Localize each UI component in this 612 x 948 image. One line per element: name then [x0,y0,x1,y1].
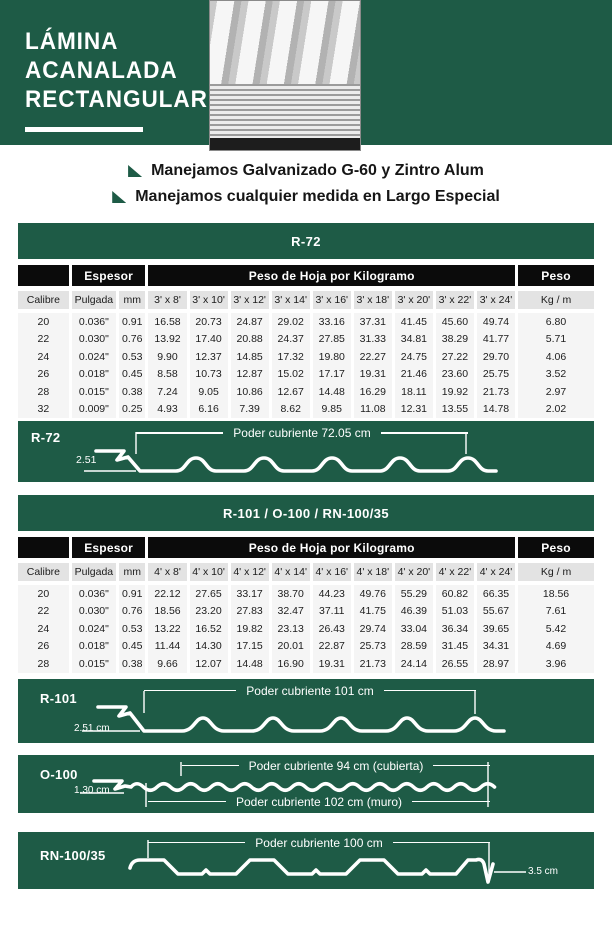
cell: 0.76 [119,603,145,621]
cell: 32.47 [272,603,310,621]
group-header-blank [18,537,69,563]
cell: 24.75 [395,348,433,366]
profile-label-o100: O-100 [40,766,78,782]
cell: 27.22 [436,348,474,366]
profile-drawing-r72 [18,421,594,482]
bullet-row-1 [0,158,612,184]
cell: 45.60 [436,313,474,331]
table-row [18,638,594,656]
group-header-peso: Peso [518,265,594,291]
triangle-bullet-icon [128,165,142,177]
cell: 3.96 [518,655,594,673]
cell: 60.82 [436,585,474,603]
profile-diagram-r101 [18,679,594,743]
cell: 9.90 [148,348,186,366]
column-header: Calibre [18,291,69,313]
cell: 29.02 [272,313,310,331]
bullet-row-2 [0,184,612,210]
cell: 16.29 [354,383,392,401]
cell: 41.77 [477,331,515,349]
cell: 0.25 [119,401,145,419]
cell: 29.74 [354,620,392,638]
column-header: 4' x 20' [395,563,433,585]
profile-drawing-r101 [18,679,594,743]
column-header: 4' x 16' [313,563,351,585]
table-row [18,655,594,673]
cell: 26.55 [436,655,474,673]
cell: 36.34 [436,620,474,638]
column-header: 4' x 22' [436,563,474,585]
cell: 25.73 [354,638,392,656]
column-header: Pulgada [72,563,116,585]
table-title-r72: R-72 [18,223,594,259]
cell: 31.33 [354,331,392,349]
cell: 32 [18,401,69,419]
cell: 23.60 [436,366,474,384]
cell: 0.036" [72,313,116,331]
cell: 34.31 [477,638,515,656]
cell: 6.80 [518,313,594,331]
column-header: 3' x 14' [272,291,310,313]
table-row [18,366,594,384]
cell: 21.73 [354,655,392,673]
cell: 17.15 [231,638,269,656]
cell: 0.45 [119,638,145,656]
profile-diagram-rn100-35 [18,832,594,889]
coverage-text-rn100-35: Poder cubriente 100 cm [255,835,383,850]
cell: 2.97 [518,383,594,401]
profile-diagram-o100 [18,755,594,813]
cell: 22.27 [354,348,392,366]
cell: 34.81 [395,331,433,349]
content-area [0,223,612,889]
cell: 16.58 [148,313,186,331]
cell: 9.85 [313,401,351,419]
cell: 8.58 [148,366,186,384]
column-header: 4' x 18' [354,563,392,585]
cell: 28 [18,383,69,401]
cell: 0.030" [72,331,116,349]
cell: 7.24 [148,383,186,401]
cell: 27.83 [231,603,269,621]
column-header: 3' x 12' [231,291,269,313]
cell: 26 [18,638,69,656]
photo-sheet-stack [210,84,360,138]
cell: 11.44 [148,638,186,656]
group-header-espesor: Espesor [72,537,146,563]
cell: 5.42 [518,620,594,638]
title-line-3: RECTANGULAR [25,86,208,113]
coverage-text-r101: Poder cubriente 101 cm [246,683,374,698]
cell: 10.86 [231,383,269,401]
table-row [18,383,594,401]
column-header: 4' x 8' [148,563,186,585]
table-body-r101 [18,585,594,673]
cell: 22.12 [148,585,186,603]
cell: 19.31 [313,655,351,673]
table-row [18,313,594,331]
cell: 0.036" [72,585,116,603]
cell: 0.53 [119,348,145,366]
cell: 14.48 [231,655,269,673]
cell: 20.01 [272,638,310,656]
table-row [18,585,594,603]
cell: 0.018" [72,366,116,384]
cell: 0.38 [119,655,145,673]
cell: 29.70 [477,348,515,366]
column-header: mm [119,563,145,585]
column-header: 3' x 24' [477,291,515,313]
cell: 12.67 [272,383,310,401]
cell: 0.38 [119,383,145,401]
group-header-espesor: Espesor [72,265,146,291]
cell: 19.31 [354,366,392,384]
cell: 37.31 [354,313,392,331]
intro-bullets [0,158,612,210]
cell: 0.015" [72,655,116,673]
cell: 4.93 [148,401,186,419]
page-title [25,27,208,114]
cell: 5.71 [518,331,594,349]
cell: 0.91 [119,313,145,331]
cell: 15.02 [272,366,310,384]
cell: 9.66 [148,655,186,673]
cell: 4.69 [518,638,594,656]
table-row [18,348,594,366]
column-header: 4' x 12' [231,563,269,585]
cell: 31.45 [436,638,474,656]
title-block [0,0,209,132]
cell: 27.65 [190,585,228,603]
cell: 6.16 [190,401,228,419]
weights-table-r72 [15,265,597,418]
group-header-peso: Peso [518,537,594,563]
column-header: 3' x 16' [313,291,351,313]
cell: 4.06 [518,348,594,366]
cell: 55.29 [395,585,433,603]
spec-table-r72 [18,223,594,418]
cell: 28.59 [395,638,433,656]
cell: 23.20 [190,603,228,621]
cell: 0.53 [119,620,145,638]
cell: 16.52 [190,620,228,638]
cell: 24.37 [272,331,310,349]
cell: 25.75 [477,366,515,384]
table-title-r101: R-101 / O-100 / RN-100/35 [18,495,594,531]
column-header-row [18,563,594,585]
height-label-o100: 1.30 cm [74,784,110,796]
height-label-r101: 2.51 cm [74,722,110,734]
column-header: 3' x 22' [436,291,474,313]
cell: 7.61 [518,603,594,621]
cell: 0.030" [72,603,116,621]
cell: 21.73 [477,383,515,401]
table-row [18,331,594,349]
height-label-rn100-35: 3.5 cm [528,865,559,877]
column-header: mm [119,291,145,313]
cell: 37.11 [313,603,351,621]
cell: 0.45 [119,366,145,384]
cell: 13.55 [436,401,474,419]
photo-shadow [210,138,360,150]
profile-label-rn100-35: RN-100/35 [40,847,106,863]
table-row [18,401,594,419]
cell: 12.07 [190,655,228,673]
cell: 41.45 [395,313,433,331]
cell: 19.92 [436,383,474,401]
cell: 12.31 [395,401,433,419]
profile-drawing-o100 [18,755,594,813]
table-row [18,620,594,638]
column-header-row [18,291,594,313]
cell: 12.37 [190,348,228,366]
column-header: 3' x 18' [354,291,392,313]
cell: 24 [18,348,69,366]
cell: 20.73 [190,313,228,331]
column-header: 3' x 10' [190,291,228,313]
cell: 13.92 [148,331,186,349]
cell: 22.87 [313,638,351,656]
cell: 49.76 [354,585,392,603]
column-header: 3' x 20' [395,291,433,313]
coverage-text-o100-muro: Poder cubriente 102 cm (muro) [235,794,403,809]
photo-sheet-ridges [210,1,360,84]
cell: 20 [18,313,69,331]
cell: 24.14 [395,655,433,673]
coverage-text-r72: Poder cubriente 72.05 cm [233,426,371,440]
cell: 0.009" [72,401,116,419]
cell: 11.08 [354,401,392,419]
cell: 0.76 [119,331,145,349]
column-header: 4' x 14' [272,563,310,585]
cell: 46.39 [395,603,433,621]
cell: 26.43 [313,620,351,638]
bullet-text-1: Manejamos Galvanizado G-60 y Zintro Alum [151,162,484,179]
cell: 14.48 [313,383,351,401]
header-banner [0,0,612,145]
cell: 28 [18,655,69,673]
cell: 41.75 [354,603,392,621]
table-body-r72 [18,313,594,418]
cell: 17.40 [190,331,228,349]
cell: 16.90 [272,655,310,673]
cell: 66.35 [477,585,515,603]
cell: 18.11 [395,383,433,401]
cell: 17.17 [313,366,351,384]
cell: 22 [18,603,69,621]
cell: 3.52 [518,366,594,384]
cell: 17.32 [272,348,310,366]
column-header: 3' x 8' [148,291,186,313]
cell: 21.46 [395,366,433,384]
cell: 14.85 [231,348,269,366]
spec-table-r101 [18,495,594,673]
cell: 9.05 [190,383,228,401]
cell: 19.80 [313,348,351,366]
group-header-blank [18,265,69,291]
product-photo [209,0,361,151]
cell: 0.018" [72,638,116,656]
cell: 33.04 [395,620,433,638]
cell: 12.87 [231,366,269,384]
cell: 20.88 [231,331,269,349]
group-header-peso-hoja: Peso de Hoja por Kilogramo [148,537,515,563]
coverage-text-o100-cubierta: Poder cubriente 94 cm (cubierta) [248,758,424,773]
cell: 44.23 [313,585,351,603]
cell: 18.56 [148,603,186,621]
column-header: Pulgada [72,291,116,313]
cell: 23.13 [272,620,310,638]
cell: 7.39 [231,401,269,419]
title-underline [25,127,143,132]
column-header: Kg / m [518,563,594,585]
cell: 24.87 [231,313,269,331]
group-header-peso-hoja: Peso de Hoja por Kilogramo [148,265,515,291]
cell: 26 [18,366,69,384]
cell: 18.56 [518,585,594,603]
group-header-row [18,265,594,291]
cell: 0.91 [119,585,145,603]
profile-label-r72: R-72 [31,430,61,445]
cell: 39.65 [477,620,515,638]
column-header: Kg / m [518,291,594,313]
cell: 0.024" [72,620,116,638]
cell: 49.74 [477,313,515,331]
profile-drawing-rn100-35 [18,832,594,889]
column-header: 4' x 24' [477,563,515,585]
bullet-text-2: Manejamos cualquier medida en Largo Especial [135,188,500,205]
cell: 27.85 [313,331,351,349]
height-label-r72: 2.51 [76,454,97,466]
cell: 51.03 [436,603,474,621]
weights-table-r101 [15,537,597,673]
cell: 0.015" [72,383,116,401]
cell: 10.73 [190,366,228,384]
cell: 19.82 [231,620,269,638]
title-line-2: ACANALADA [25,57,178,84]
cell: 38.70 [272,585,310,603]
cell: 0.024" [72,348,116,366]
profile-label-r101: R-101 [40,690,77,706]
column-header: 4' x 10' [190,563,228,585]
column-header: Calibre [18,563,69,585]
cell: 14.30 [190,638,228,656]
cell: 28.97 [477,655,515,673]
cell: 8.62 [272,401,310,419]
cell: 33.17 [231,585,269,603]
cell: 13.22 [148,620,186,638]
table-row [18,603,594,621]
group-header-row [18,537,594,563]
cell: 22 [18,331,69,349]
cell: 38.29 [436,331,474,349]
title-line-1: LÁMINA [25,28,119,55]
profile-diagram-r72 [18,421,594,482]
cell: 55.67 [477,603,515,621]
triangle-bullet-icon [112,191,126,203]
cell: 14.78 [477,401,515,419]
cell: 33.16 [313,313,351,331]
cell: 2.02 [518,401,594,419]
cell: 20 [18,585,69,603]
cell: 24 [18,620,69,638]
